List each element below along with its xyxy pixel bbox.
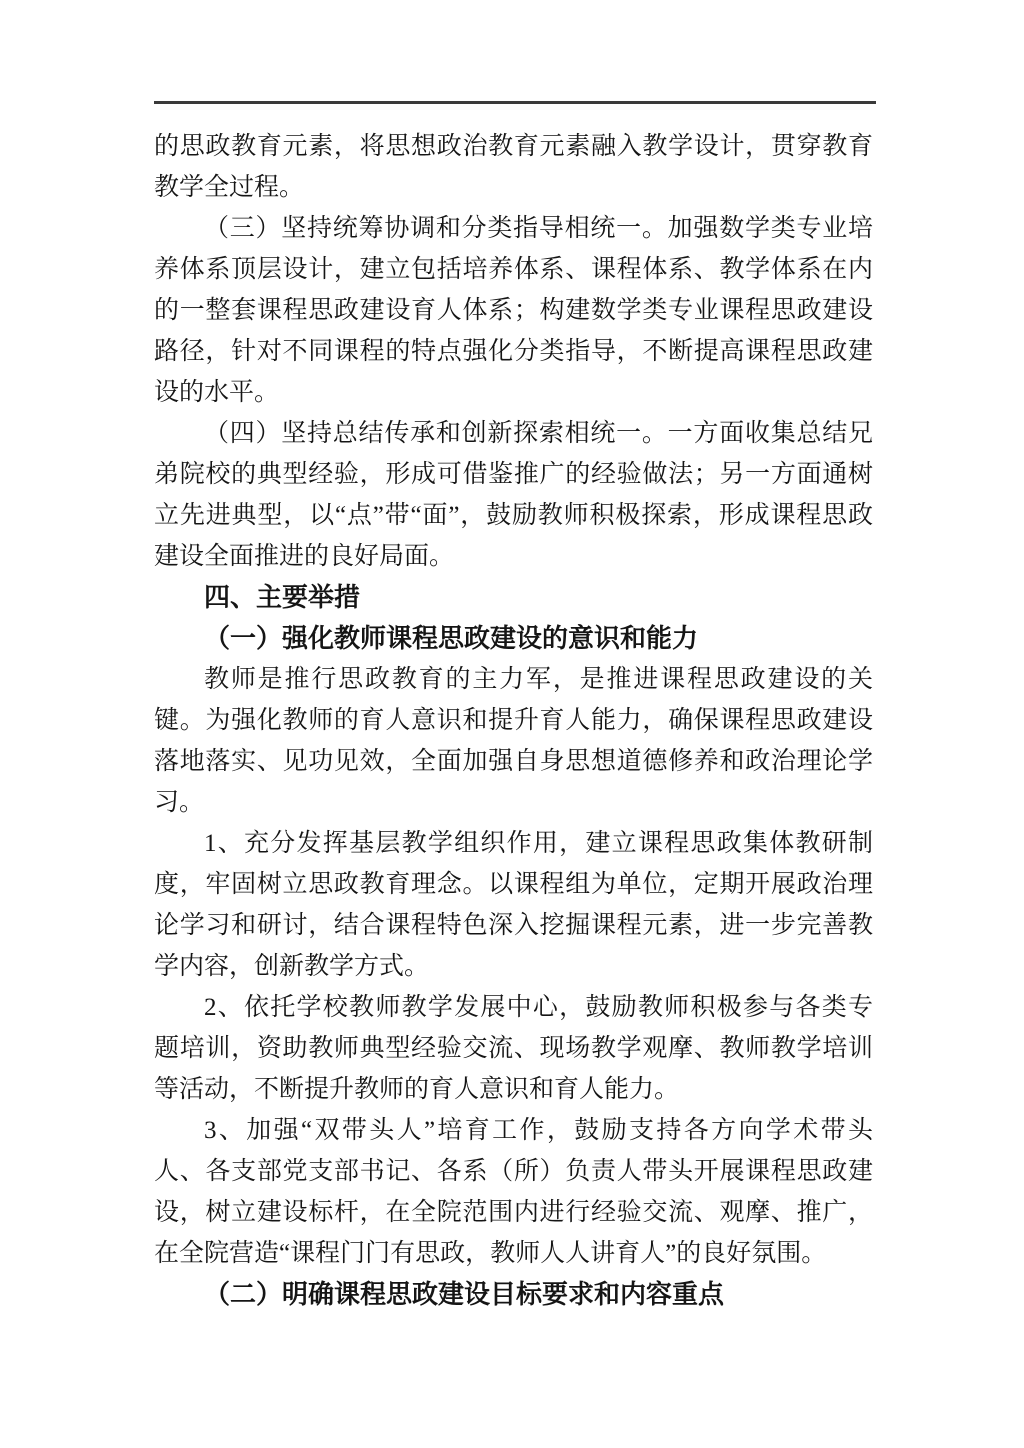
document-body	[154, 126, 873, 1315]
header-rule	[154, 101, 876, 104]
text-line: （一）强化教师课程思政建设的意识和能力	[204, 623, 699, 653]
text-line: 养体系顶层设计，建立包括培养体系、课程体系、教学体系在内	[154, 256, 873, 283]
text-line: 人、各支部党支部书记、各系（所）负责人带头开展课程思政建	[154, 1158, 873, 1185]
text-line: 设的水平。	[154, 379, 280, 406]
paragraph	[154, 987, 873, 1110]
text-line: （二）明确课程思政建设目标要求和内容重点	[204, 1279, 725, 1309]
text-line: 习。	[154, 789, 205, 816]
text-line: 的思政教育元素，将思想政治教育元素融入教学设计，贯穿教育	[154, 133, 873, 160]
text-line: 的一整套课程思政建设育人体系；构建数学类专业课程思政建设	[154, 297, 873, 324]
text-line: （四）坚持总结传承和创新探索相统一。一方面收集总结兄	[204, 420, 873, 447]
text-line: 论学习和研讨，结合课程特色深入挖掘课程元素，进一步完善教	[154, 912, 873, 939]
text-line: 建设全面推进的良好局面。	[154, 543, 455, 570]
paragraph	[154, 413, 873, 577]
text-line: 四、主要举措	[204, 582, 361, 612]
text-line: 立先进典型，以“点”带“面”，鼓励教师积极探索，形成课程思政	[154, 502, 873, 529]
text-line: 1、充分发挥基层教学组织作用，建立课程思政集体教研制	[204, 830, 873, 857]
text-line: 设，树立建设标杆，在全院范围内进行经验交流、观摩、推广，	[154, 1199, 873, 1226]
text-line: 学内容，创新教学方式。	[154, 953, 430, 980]
text-line: 落地落实、见功见效，全面加强自身思想道德修养和政治理论学	[154, 748, 873, 775]
text-line: 题培训，资助教师典型经验交流、现场教学观摩、教师教学培训	[154, 1035, 873, 1062]
text-line: 键。为强化教师的育人意识和提升育人能力，确保课程思政建设	[154, 707, 873, 734]
text-line: 在全院营造“课程门门有思政，教师人人讲育人”的良好氛围。	[154, 1240, 827, 1267]
text-line: 3、加强“双带头人”培育工作，鼓励支持各方向学术带头	[204, 1117, 873, 1144]
text-line: （三）坚持统筹协调和分类指导相统一。加强数学类专业培	[204, 215, 873, 242]
paragraph	[154, 126, 873, 208]
text-line: 教师是推行思政教育的主力军，是推进课程思政建设的关	[204, 666, 873, 693]
text-line: 弟院校的典型经验，形成可借鉴推广的经验做法；另一方面通树	[154, 461, 873, 488]
text-line: 2、依托学校教师教学发展中心，鼓励教师积极参与各类专	[204, 994, 873, 1021]
section-heading	[154, 618, 873, 659]
paragraph	[154, 823, 873, 987]
text-line: 路径，针对不同课程的特点强化分类指导，不断提高课程思政建	[154, 338, 873, 365]
paragraph	[154, 659, 873, 823]
text-line: 度，牢固树立思政教育理念。以课程组为单位，定期开展政治理	[154, 871, 873, 898]
text-line: 等活动，不断提升教师的育人意识和育人能力。	[154, 1076, 680, 1103]
paragraph	[154, 1110, 873, 1274]
paragraph	[154, 208, 873, 413]
section-heading	[154, 577, 873, 618]
text-line: 教学全过程。	[154, 174, 305, 201]
section-heading	[154, 1274, 873, 1315]
